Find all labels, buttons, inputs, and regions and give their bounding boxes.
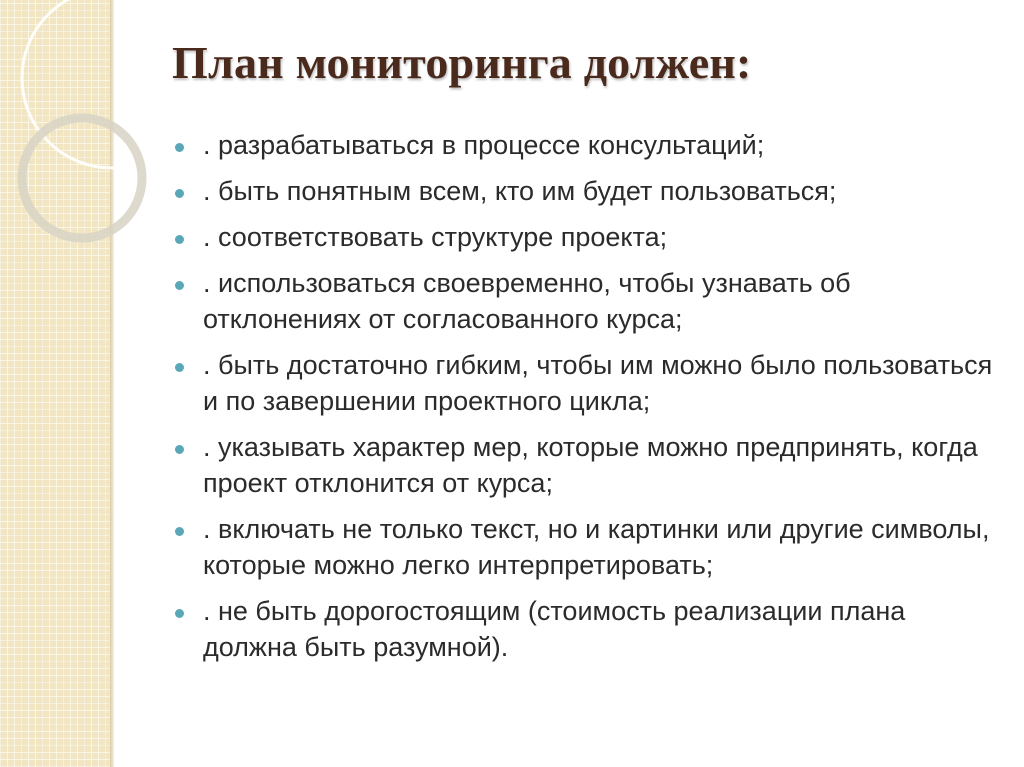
bullet-list [175, 127, 995, 675]
slide-title: План мониторинга должен: [172, 37, 752, 88]
bullet-dot-icon [175, 609, 184, 618]
bullet-dot-icon [175, 143, 184, 152]
bullet-text: . использоваться своевременно, чтобы узнавать об отклонениях от согласованного курса; [203, 268, 851, 334]
bullet-text: . включать не только текст, но и картинки или другие символы, которые можно легко интерпретировать; [203, 514, 990, 580]
bullet-item [175, 593, 995, 665]
bullet-text: . быть достаточно гибким, чтобы им можно было пользоваться и по завершении проектного цикла; [203, 350, 993, 416]
decorative-rings-graphic [0, 0, 160, 260]
bullet-item [175, 429, 995, 501]
bullet-item [175, 173, 995, 209]
bullet-item [175, 511, 995, 583]
bullet-dot-icon [175, 235, 184, 244]
decorative-ring-large [22, 0, 160, 168]
bullet-dot-icon [175, 363, 184, 372]
bullet-item [175, 265, 995, 337]
bullet-text: . быть понятным всем, кто им будет пользоваться; [203, 176, 837, 206]
bullet-text: . указывать характер мер, которые можно предпринять, когда проект отклонится от курса; [203, 432, 978, 498]
decorative-ring-small [22, 118, 142, 238]
bullet-item [175, 219, 995, 255]
bullet-text: . разрабатываться в процессе консультаций; [203, 130, 765, 160]
bullet-text: . не быть дорогостоящим (стоимость реализации плана должна быть разумной). [203, 596, 906, 662]
bullet-dot-icon [175, 189, 184, 198]
bullet-dot-icon [175, 445, 184, 454]
bullet-item [175, 127, 995, 163]
bullet-dot-icon [175, 527, 184, 536]
bullet-dot-icon [175, 281, 184, 290]
bullet-text: . соответствовать структуре проекта; [203, 222, 668, 252]
bullet-item [175, 347, 995, 419]
